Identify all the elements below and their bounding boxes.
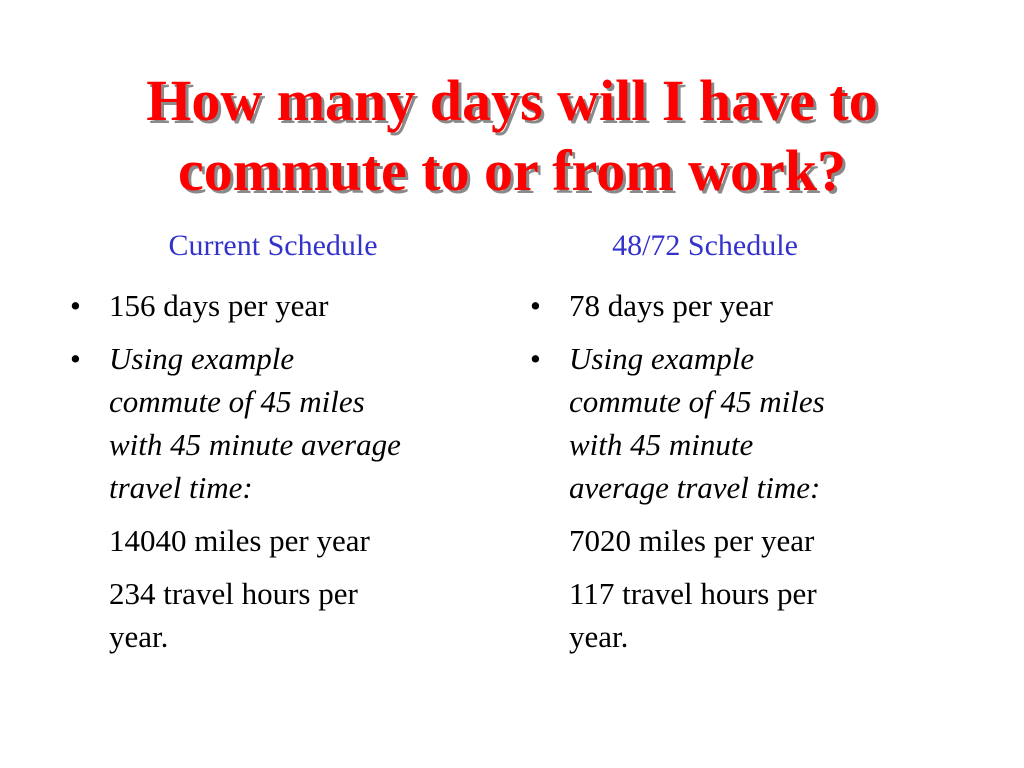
miles-per-year: 7020 miles per year [569, 523, 815, 558]
bullet-icon: • [70, 341, 81, 376]
travel-hours [60, 572, 500, 658]
example-line: average travel time: [569, 470, 821, 505]
travel-hours-line: 234 travel hours per [109, 576, 358, 611]
example-line: travel time: [109, 470, 253, 505]
miles-per-year: 14040 miles per year [109, 523, 370, 558]
column-heading-current: Current Schedule [168, 229, 378, 262]
schedule-48-72-bullets [520, 284, 960, 509]
list-item [520, 337, 960, 509]
title-line-1: How many days will I have to [146, 68, 878, 133]
list-item [520, 284, 960, 327]
travel-hours-line: year. [569, 619, 629, 654]
days-per-year: 156 days per year [109, 288, 329, 323]
example-line: commute of 45 miles [569, 384, 825, 419]
travel-hours-line: 117 travel hours per [569, 576, 817, 611]
example-line: Using example [569, 341, 755, 376]
example-line: with 45 minute [569, 427, 754, 462]
slide-title [0, 66, 1024, 206]
bullet-icon: • [530, 341, 541, 376]
travel-hours [520, 572, 960, 658]
days-per-year: 78 days per year [569, 288, 773, 323]
example-line: commute of 45 miles [109, 384, 365, 419]
example-line: Using example [109, 341, 295, 376]
list-item [60, 284, 500, 327]
title-line-2: commute to or from work? [178, 138, 846, 203]
current-schedule-column [60, 226, 500, 658]
example-line: with 45 minute average [109, 427, 401, 462]
bullet-icon: • [530, 288, 541, 323]
schedule-48-72-column [520, 226, 960, 658]
bullet-icon: • [70, 288, 81, 323]
column-heading-48-72: 48/72 Schedule [612, 229, 798, 262]
current-schedule-bullets [60, 284, 500, 509]
list-item [60, 337, 500, 509]
travel-hours-line: year. [109, 619, 169, 654]
